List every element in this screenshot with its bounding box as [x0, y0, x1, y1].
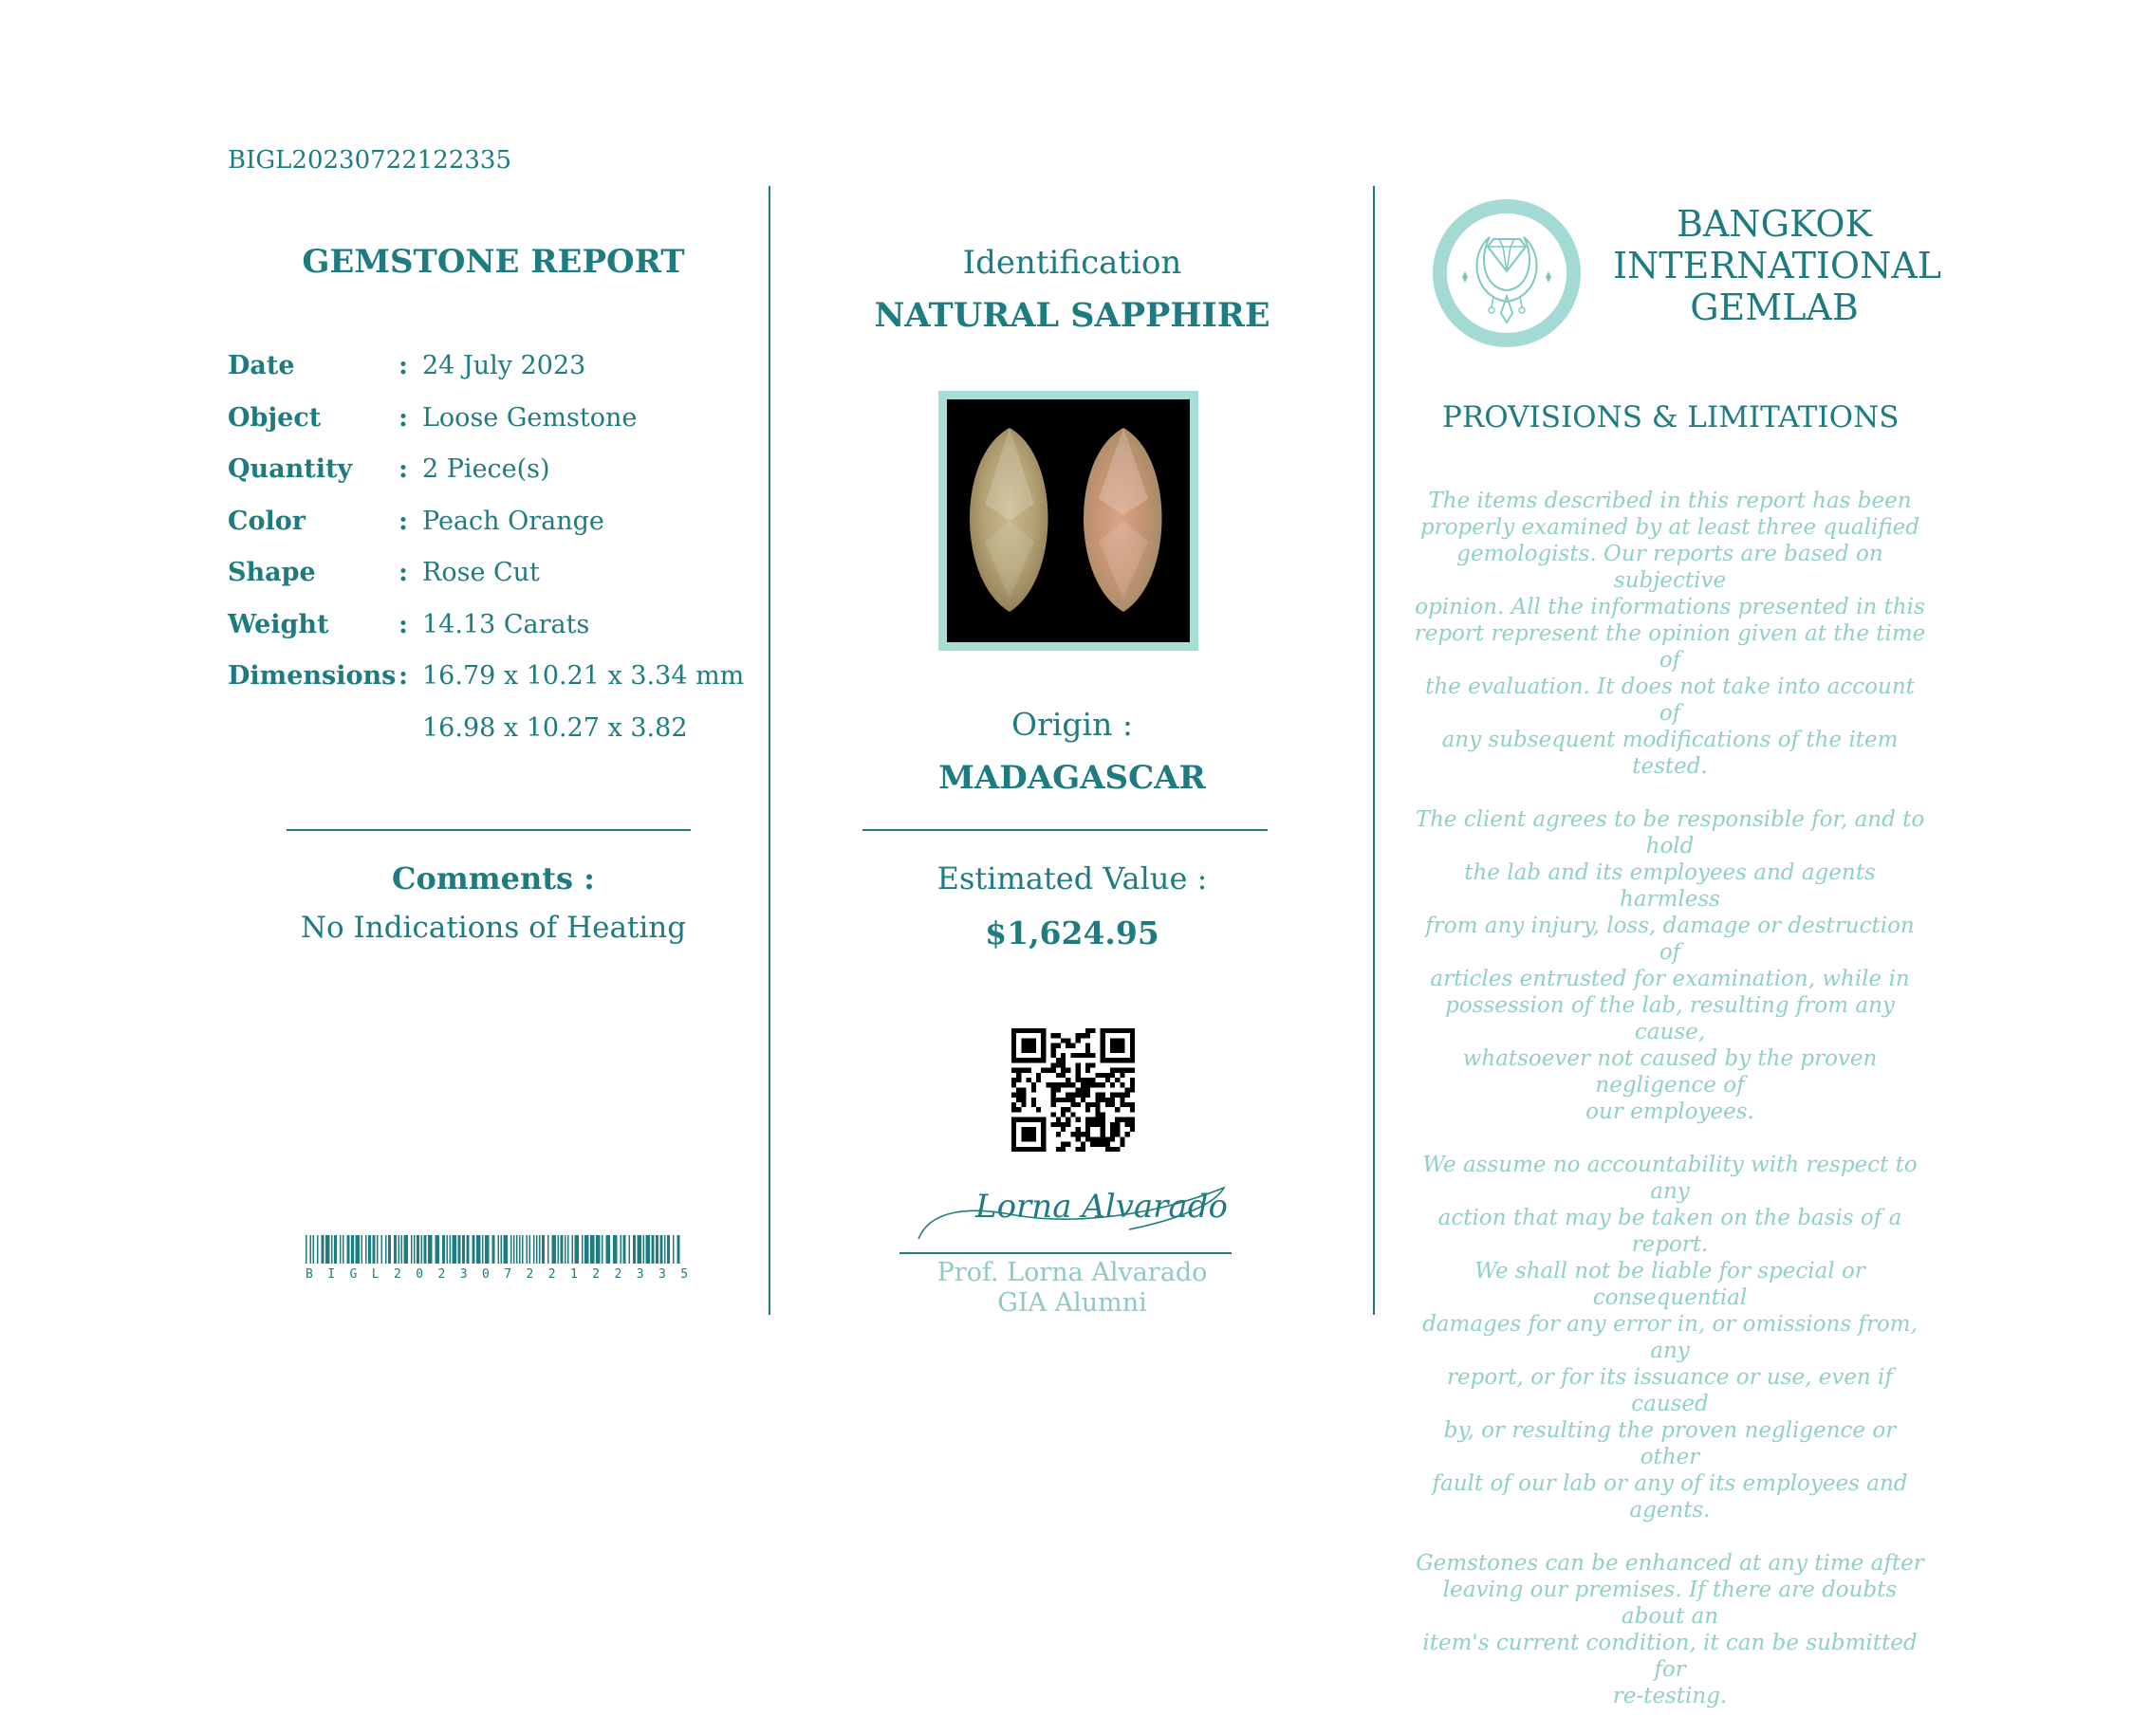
provision-line: articles entrusted for examination, while in	[1430, 967, 1910, 991]
provision-line: by, or resulting the proven negligence or other	[1443, 1418, 1897, 1469]
provision-paragraph	[1414, 806, 1926, 1125]
provisions-title: PROVISIONS & LIMITATIONS	[1442, 400, 1900, 434]
barcode	[306, 1235, 692, 1282]
provision-line: The client agrees to be responsible for, and to hold	[1415, 807, 1925, 859]
field-separator: :	[399, 402, 408, 433]
origin-value: MADAGASCAR	[938, 759, 1206, 797]
provision-line: any subsequent modifications of the item tested.	[1441, 728, 1899, 779]
barcode-text: B I G L 2 0 2 3 0 7 2 2 1 2 2 3 3 5	[306, 1267, 692, 1282]
field-label: Color	[228, 506, 306, 536]
field-value: Loose Gemstone	[422, 402, 638, 433]
field-label: Weight	[228, 609, 329, 639]
identification-label: Identification	[962, 244, 1182, 282]
identification-value: NATURAL SAPPHIRE	[874, 296, 1270, 335]
lab-name-line-3: GEMLAB	[1690, 286, 1859, 328]
lab-logo	[1431, 197, 1583, 349]
provision-line: Gemstones can be enhanced at any time after	[1416, 1551, 1924, 1576]
field-separator: :	[399, 609, 408, 639]
field-separator: :	[399, 506, 408, 536]
provision-line: damages for any error in, or omissions from, any	[1422, 1312, 1918, 1363]
lab-name-line-1: BANGKOK	[1677, 203, 1872, 245]
provision-paragraph	[1414, 488, 1926, 780]
field-separator: :	[399, 558, 408, 587]
provision-line: properly examined by at least three qualified	[1419, 515, 1920, 540]
provision-line: item's current condition, it can be submitted for	[1422, 1631, 1918, 1682]
provisions-text	[1414, 488, 1926, 1736]
gemstone-photo-icon	[947, 399, 1190, 642]
qr-code	[1011, 1028, 1135, 1152]
field-separator: :	[399, 661, 408, 691]
provision-line: the lab and its employees and agents harmless	[1464, 860, 1876, 912]
report-title: GEMSTONE REPORT	[302, 243, 685, 281]
comments-label: Comments :	[392, 860, 595, 896]
dimensions-second-line: 16.98 x 10.27 x 3.82	[422, 713, 688, 743]
field-value: 2 Piece(s)	[422, 454, 550, 484]
provision-paragraph	[1414, 1152, 1926, 1524]
report-id: BIGL20230722122335	[228, 146, 511, 175]
qr-code-icon	[1011, 1028, 1135, 1152]
field-label: Shape	[228, 558, 316, 587]
comments-value: No Indications of Heating	[300, 911, 687, 945]
lab-name	[1613, 203, 1942, 328]
field-label: Dimensions	[228, 661, 397, 691]
provision-line: leaving our premises. If there are doubts about an	[1442, 1578, 1898, 1629]
provision-line: from any injury, loss, damage or destruction of	[1425, 914, 1915, 965]
provision-paragraph	[1414, 1550, 1926, 1709]
signature	[911, 1182, 1233, 1248]
provision-line: We assume no accountability with respect to any	[1422, 1153, 1918, 1204]
signer-name: Prof. Lorna Alvarado	[936, 1258, 1208, 1287]
field-value: Rose Cut	[422, 558, 540, 587]
provision-line: The items described in this report has been	[1428, 489, 1912, 513]
field-separator: :	[399, 351, 408, 380]
value-divider	[862, 829, 1268, 831]
origin-label: Origin :	[1011, 706, 1133, 743]
barcode-icon	[306, 1235, 683, 1264]
provision-line: whatsoever not caused by the proven negligence of	[1462, 1046, 1878, 1098]
provision-line: re-testing.	[1612, 1684, 1728, 1708]
field-label: Object	[228, 402, 322, 433]
column-divider-left	[769, 186, 770, 1315]
signature-script: Lorna Alvarado	[975, 1188, 1228, 1226]
provision-line: agents.	[1629, 1498, 1711, 1523]
provision-line: We shall not be liable for special or consequential	[1474, 1259, 1865, 1310]
column-divider-right	[1373, 186, 1375, 1315]
provision-line: fault of our lab or any of its employees and	[1432, 1471, 1908, 1496]
field-value: 24 July 2023	[422, 351, 586, 380]
gem-crescent-seal-icon	[1431, 197, 1583, 349]
field-label: Date	[228, 351, 295, 380]
provision-line: gemologists. Our reports are based on subjective	[1456, 542, 1883, 593]
provision-line: possession of the lab, resulting from any cause,	[1445, 993, 1895, 1044]
signature-line	[899, 1252, 1232, 1254]
provision-line: the evaluation. It does not take into account of	[1425, 674, 1915, 726]
provision-line: opinion. All the informations presented in this	[1415, 595, 1925, 619]
signer-title: GIA Alumni	[997, 1288, 1147, 1318]
provision-line: report, or for its issuance or use, even if caused	[1447, 1365, 1893, 1416]
field-label: Quantity	[228, 454, 353, 484]
estimated-value: $1,624.95	[985, 914, 1159, 951]
field-value: 16.79 x 10.21 x 3.34 mm	[422, 661, 745, 691]
gem-photo-frame	[938, 391, 1198, 651]
field-value: 14.13 Carats	[422, 609, 590, 639]
comments-divider	[287, 829, 691, 831]
provision-line: report represent the opinion given at the time of	[1414, 621, 1926, 673]
lab-name-line-2: INTERNATIONAL	[1613, 245, 1942, 286]
field-separator: :	[399, 454, 408, 484]
estimated-value-label: Estimated Value :	[936, 860, 1208, 896]
field-value: Peach Orange	[422, 506, 604, 536]
provision-line: our employees.	[1585, 1099, 1754, 1124]
provision-line: action that may be taken on the basis of a report.	[1437, 1206, 1902, 1257]
